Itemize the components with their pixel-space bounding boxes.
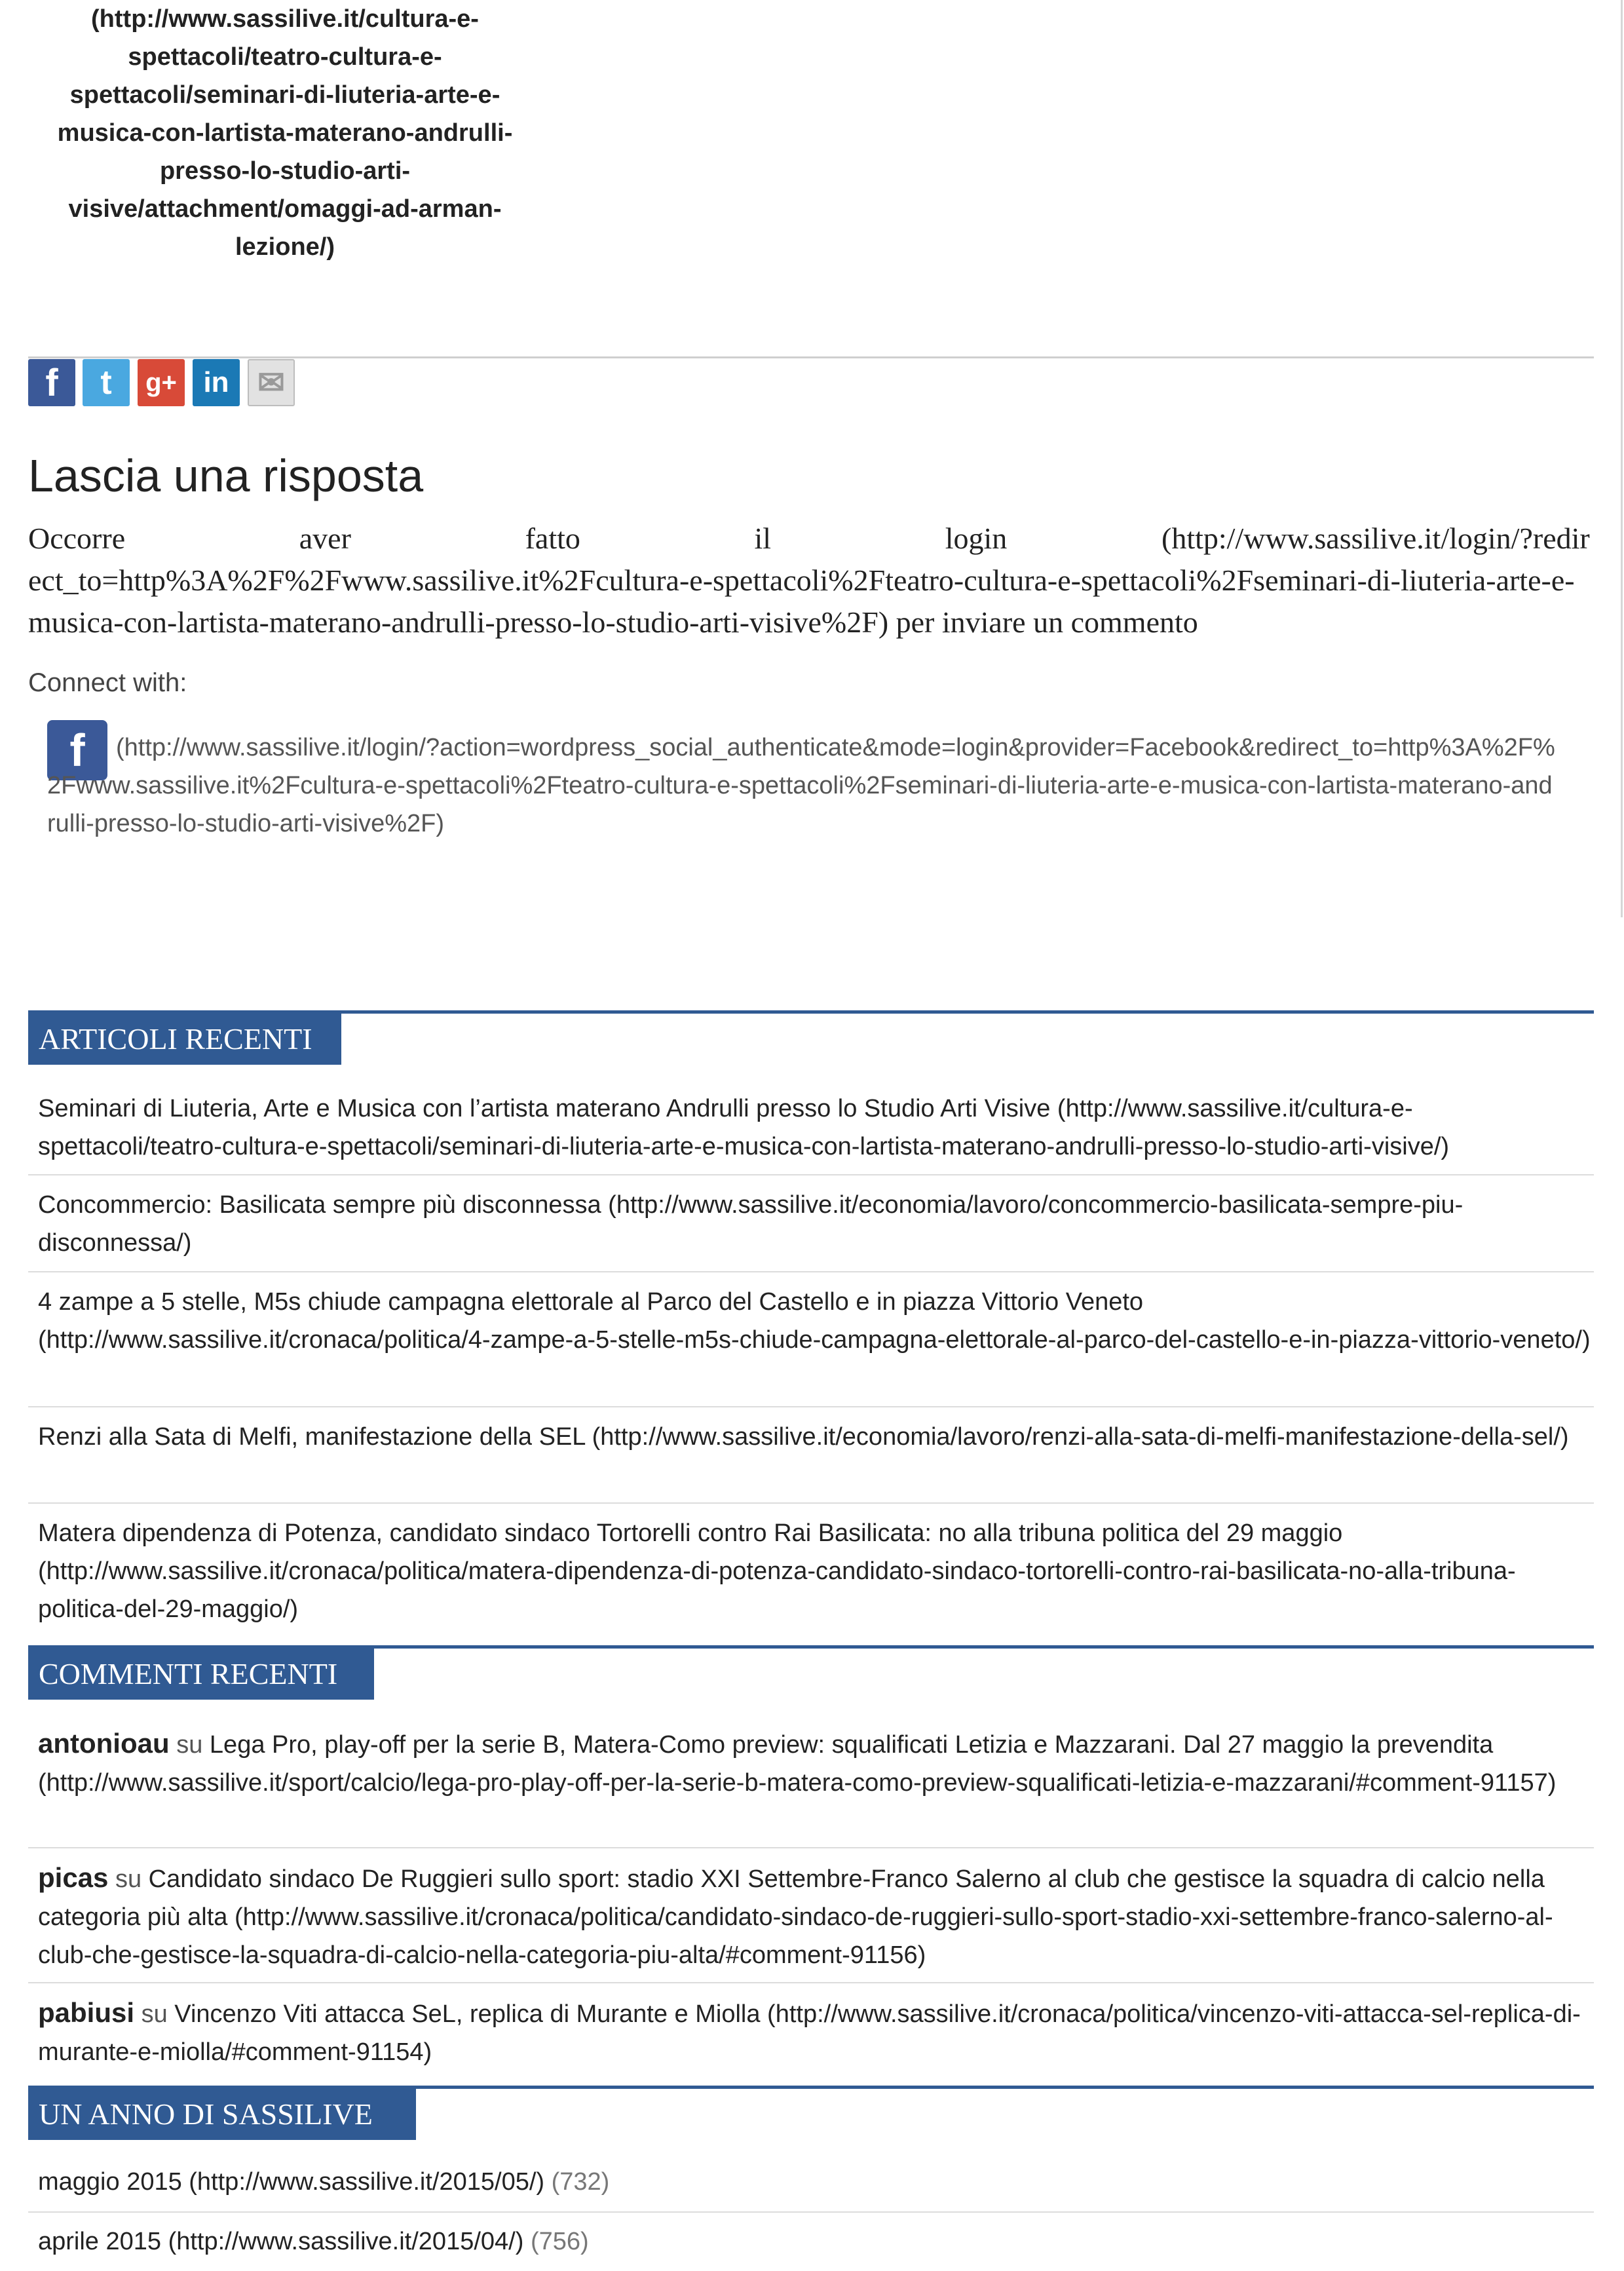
recent-comment bbox=[38, 1725, 1592, 1802]
caption-line: musica-con-lartista-materano-andrulli- bbox=[57, 119, 513, 147]
connect-with-label: Connect with: bbox=[28, 668, 187, 697]
facebook-login-url: (http://www.sassilive.it/login/?action=wordpress_social_authenticate&mode=login&provider=Facebook&redirect_to=http%3A%2F%2Fwww.sassilive.it%2Fcultura-e-spettacoli%2Fteatro-cultura-e-spettacoli%2Fseminari-di-liuteria-arte-e-musica-con-lartista-materano-andrulli-presso-lo-studio-arti-visive%2F) bbox=[47, 734, 1555, 837]
caption-line: lezione/) bbox=[235, 233, 335, 261]
recent-post-link[interactable]: Renzi alla Sata di Melfi, manifestazione della SEL (http://www.sassilive.it/economia/lavoro/renzi-alla-sata-di-melfi-manifestazione-della-sel/) bbox=[38, 1423, 1569, 1451]
content-right-border bbox=[1621, 0, 1623, 917]
twitter-share-button[interactable] bbox=[83, 359, 130, 406]
comment-post-link[interactable]: Vincenzo Viti attacca SeL, replica di Murante e Miolla (http://www.sassilive.it/cronaca/politica/vincenzo-viti-attacca-sel-replica-di-murante-e-miolla/#comment-91154) bbox=[38, 2000, 1581, 2066]
linkedin-icon: in bbox=[203, 366, 229, 398]
archive-item bbox=[38, 2163, 1592, 2201]
login-link[interactable]: login bbox=[945, 522, 1008, 555]
list-divider bbox=[28, 1847, 1594, 1848]
login-url-block bbox=[28, 518, 1594, 643]
facebook-login-link[interactable] bbox=[47, 729, 1560, 843]
recent-post-link[interactable]: Concommercio: Basilicata sempre più disconnessa (http://www.sassilive.it/economia/lavoro/concommercio-basilicata-sempre-piu-disconnessa/) bbox=[38, 1191, 1463, 1257]
archive-item bbox=[38, 2223, 1592, 2261]
recent-comment bbox=[38, 1859, 1592, 1974]
facebook-share-button[interactable] bbox=[28, 359, 75, 406]
comment-author[interactable]: pabiusi bbox=[38, 1997, 135, 2028]
notice-word: Occorre bbox=[28, 522, 126, 555]
archive-count: (732) bbox=[551, 2168, 610, 2196]
archive-link[interactable]: aprile 2015 (http://www.sassilive.it/2015/04/) bbox=[38, 2228, 524, 2255]
comment-su: su bbox=[176, 1731, 203, 1759]
comment-su: su bbox=[141, 2000, 168, 2028]
login-url-link[interactable]: (http://www.sassilive.it/login/?redirect_to=http%3A%2F%2Fwww.sassilive.it%2Fcultura-e-spettacoli%2Fteatro-cultura-e-spettacoli%2Fseminari-di-liuteria-arte-e-musica-con-lartista-materano-andrulli-presso-lo-studio-arti-visive%2F) bbox=[28, 522, 1590, 639]
comment-author[interactable]: picas bbox=[38, 1862, 109, 1893]
list-divider bbox=[28, 1174, 1594, 1175]
caption-line: presso-lo-studio-arti- bbox=[159, 157, 411, 185]
caption-line: (http://www.sassilive.it/cultura-e- bbox=[91, 5, 479, 33]
facebook-icon: f bbox=[45, 361, 58, 404]
notice-tail: per inviare un commento bbox=[896, 605, 1198, 639]
recent-post-link[interactable]: 4 zampe a 5 stelle, M5s chiude campagna elettorale al Parco del Castello e in piazza Vittorio Veneto (http://www.sassilive.it/cronaca/politica/4-zampe-a-5-stelle-m5s-chiude-campagna-elettorale-al-parco-del-castello-e-in-piazza-vittorio-veneto/) bbox=[38, 1288, 1591, 1354]
google-plus-icon: g+ bbox=[145, 368, 177, 397]
recent-posts-title: ARTICOLI RECENTI bbox=[28, 1014, 341, 1065]
attachment-caption-link[interactable] bbox=[26, 0, 544, 266]
comment-post-link[interactable]: Lega Pro, play-off per la serie B, Matera-Como preview: squalificati Letizia e Mazzarani. Dal 27 maggio la prevendita (http://www.sassilive.it/sport/calcio/lega-pro-play-off-per-la-serie-b-matera-como-preview-squalificati-letizia-e-mazzarani/#comment-91157) bbox=[38, 1731, 1557, 1797]
recent-comments-title: COMMENTI RECENTI bbox=[28, 1649, 374, 1700]
list-divider bbox=[28, 1982, 1594, 1983]
notice-word: il bbox=[754, 522, 772, 555]
caption-line: visive/attachment/omaggi-ad-arman- bbox=[68, 195, 502, 223]
archives-title: UN ANNO DI SASSILIVE bbox=[28, 2089, 416, 2140]
notice-word: fatto bbox=[525, 522, 580, 555]
reply-title: Lascia una risposta bbox=[28, 450, 424, 501]
list-divider bbox=[28, 1271, 1594, 1272]
list-divider bbox=[28, 1502, 1594, 1504]
linkedin-share-button[interactable] bbox=[193, 359, 240, 406]
archive-link[interactable]: maggio 2015 (http://www.sassilive.it/2015/05/) bbox=[38, 2168, 545, 2196]
comment-author[interactable]: antonioau bbox=[38, 1728, 170, 1759]
archive-count: (756) bbox=[530, 2228, 589, 2255]
email-share-button[interactable] bbox=[248, 359, 295, 406]
facebook-icon: f bbox=[69, 725, 85, 776]
caption-line: spettacoli/teatro-cultura-e- bbox=[128, 43, 442, 71]
caption-line: spettacoli/seminari-di-liuteria-arte-e- bbox=[69, 81, 500, 109]
recent-post-link[interactable]: Seminari di Liuteria, Arte e Musica con l’artista materano Andrulli presso lo Studio Arti Visive (http://www.sassilive.it/cultura-e-spettacoli/teatro-cultura-e-spettacoli/seminari-di-liuteria-arte-e-musica-con-lartista-materano-andrulli-presso-lo-studio-arti-visive/) bbox=[38, 1095, 1450, 1160]
share-divider bbox=[28, 356, 1594, 358]
twitter-icon: t bbox=[100, 364, 112, 402]
comment-post-link[interactable]: Candidato sindaco De Ruggieri sullo sport: stadio XXI Settembre-Franco Salerno al club che gestisce la squadra di calcio nella categoria più alta (http://www.sassilive.it/cronaca/politica/candidato-sindaco-de-ruggieri-sullo-sport-stadio-xxi-settembre-franco-salerno-al-club-che-gestisce-la-squadra-di-calcio-nella-categoria-piu-alta/#comment-91156) bbox=[38, 1865, 1553, 1969]
google-plus-share-button[interactable] bbox=[138, 359, 185, 406]
recent-post-link[interactable]: Matera dipendenza di Potenza, candidato sindaco Tortorelli contro Rai Basilicata: no alla tribuna politica del 29 maggio (http://www.sassilive.it/cronaca/politica/matera-dipendenza-di-potenza-candidato-sindaco-tortorelli-contro-rai-basilicata-no-alla-tribuna-politica-del-29-maggio/) bbox=[38, 1519, 1516, 1623]
recent-comment bbox=[38, 1994, 1592, 2071]
notice-word: aver bbox=[299, 522, 351, 555]
list-divider bbox=[28, 2211, 1594, 2213]
comment-su: su bbox=[115, 1865, 142, 1893]
email-icon: ✉ bbox=[257, 364, 285, 401]
list-divider bbox=[28, 1406, 1594, 1407]
